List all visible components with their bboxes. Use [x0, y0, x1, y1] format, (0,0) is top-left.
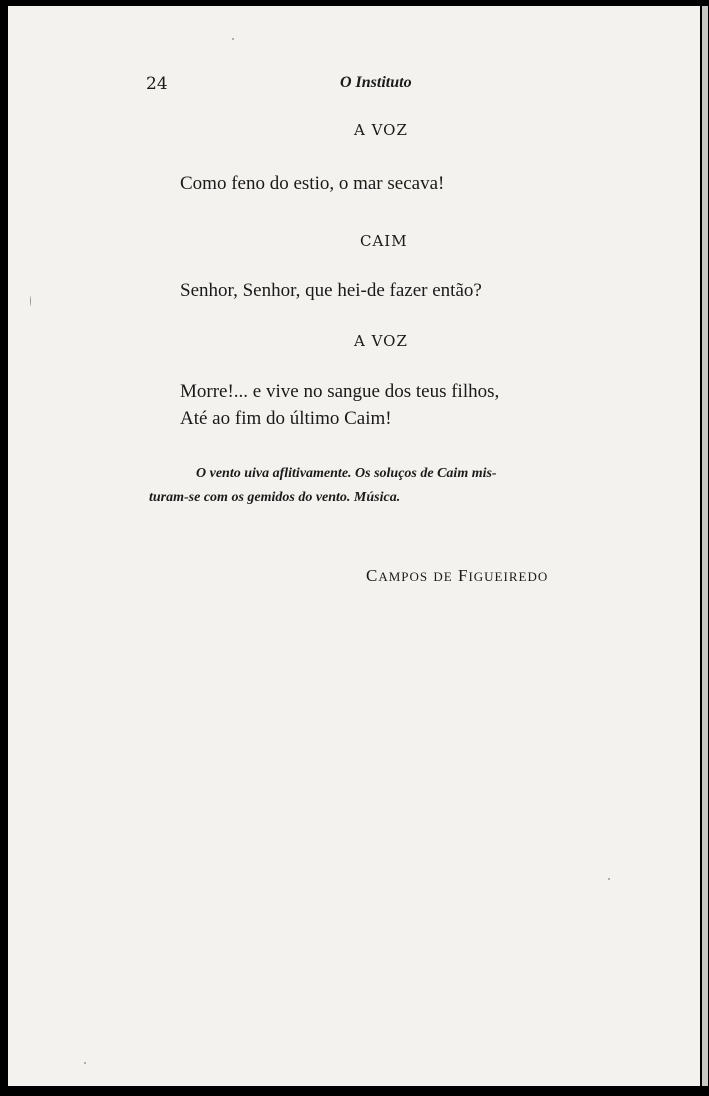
- stage-direction-line: turam-se com os gemidos do vento. Música.: [149, 490, 401, 505]
- speaker-label-voz-1: A VOZ: [354, 121, 408, 139]
- signature-small-caps: AMPOS: [378, 569, 429, 584]
- book-page: [8, 6, 700, 1086]
- paper-speck: [30, 296, 31, 306]
- signature-initial: C: [366, 566, 379, 585]
- running-head: O Instituto: [340, 74, 412, 91]
- page-number: 24: [146, 74, 168, 94]
- verse-line: Até ao fim do último Caim!: [180, 408, 392, 429]
- verse-line: Senhor, Senhor, que hei-de fazer então?: [180, 280, 482, 301]
- paper-speck: [232, 38, 234, 40]
- signature-small-caps: DE: [433, 569, 453, 584]
- author-signature: [366, 566, 548, 586]
- speaker-label-voz-2: A VOZ: [354, 332, 408, 350]
- speaker-label-caim: CAIM: [360, 232, 408, 250]
- paper-speck: [608, 878, 610, 880]
- signature-small-caps: IGUEIREDO: [468, 569, 549, 584]
- signature-initial: F: [457, 566, 469, 585]
- paper-speck: [84, 1062, 86, 1064]
- verse-line: Morre!... e vive no sangue dos teus filhos,: [180, 381, 500, 402]
- verse-line: Como feno do estio, o mar secava!: [180, 173, 445, 194]
- stage-direction-line: O vento uiva aflitivamente. Os soluços de Caim mis-: [196, 466, 497, 481]
- page-edge-shadow: [702, 6, 708, 1086]
